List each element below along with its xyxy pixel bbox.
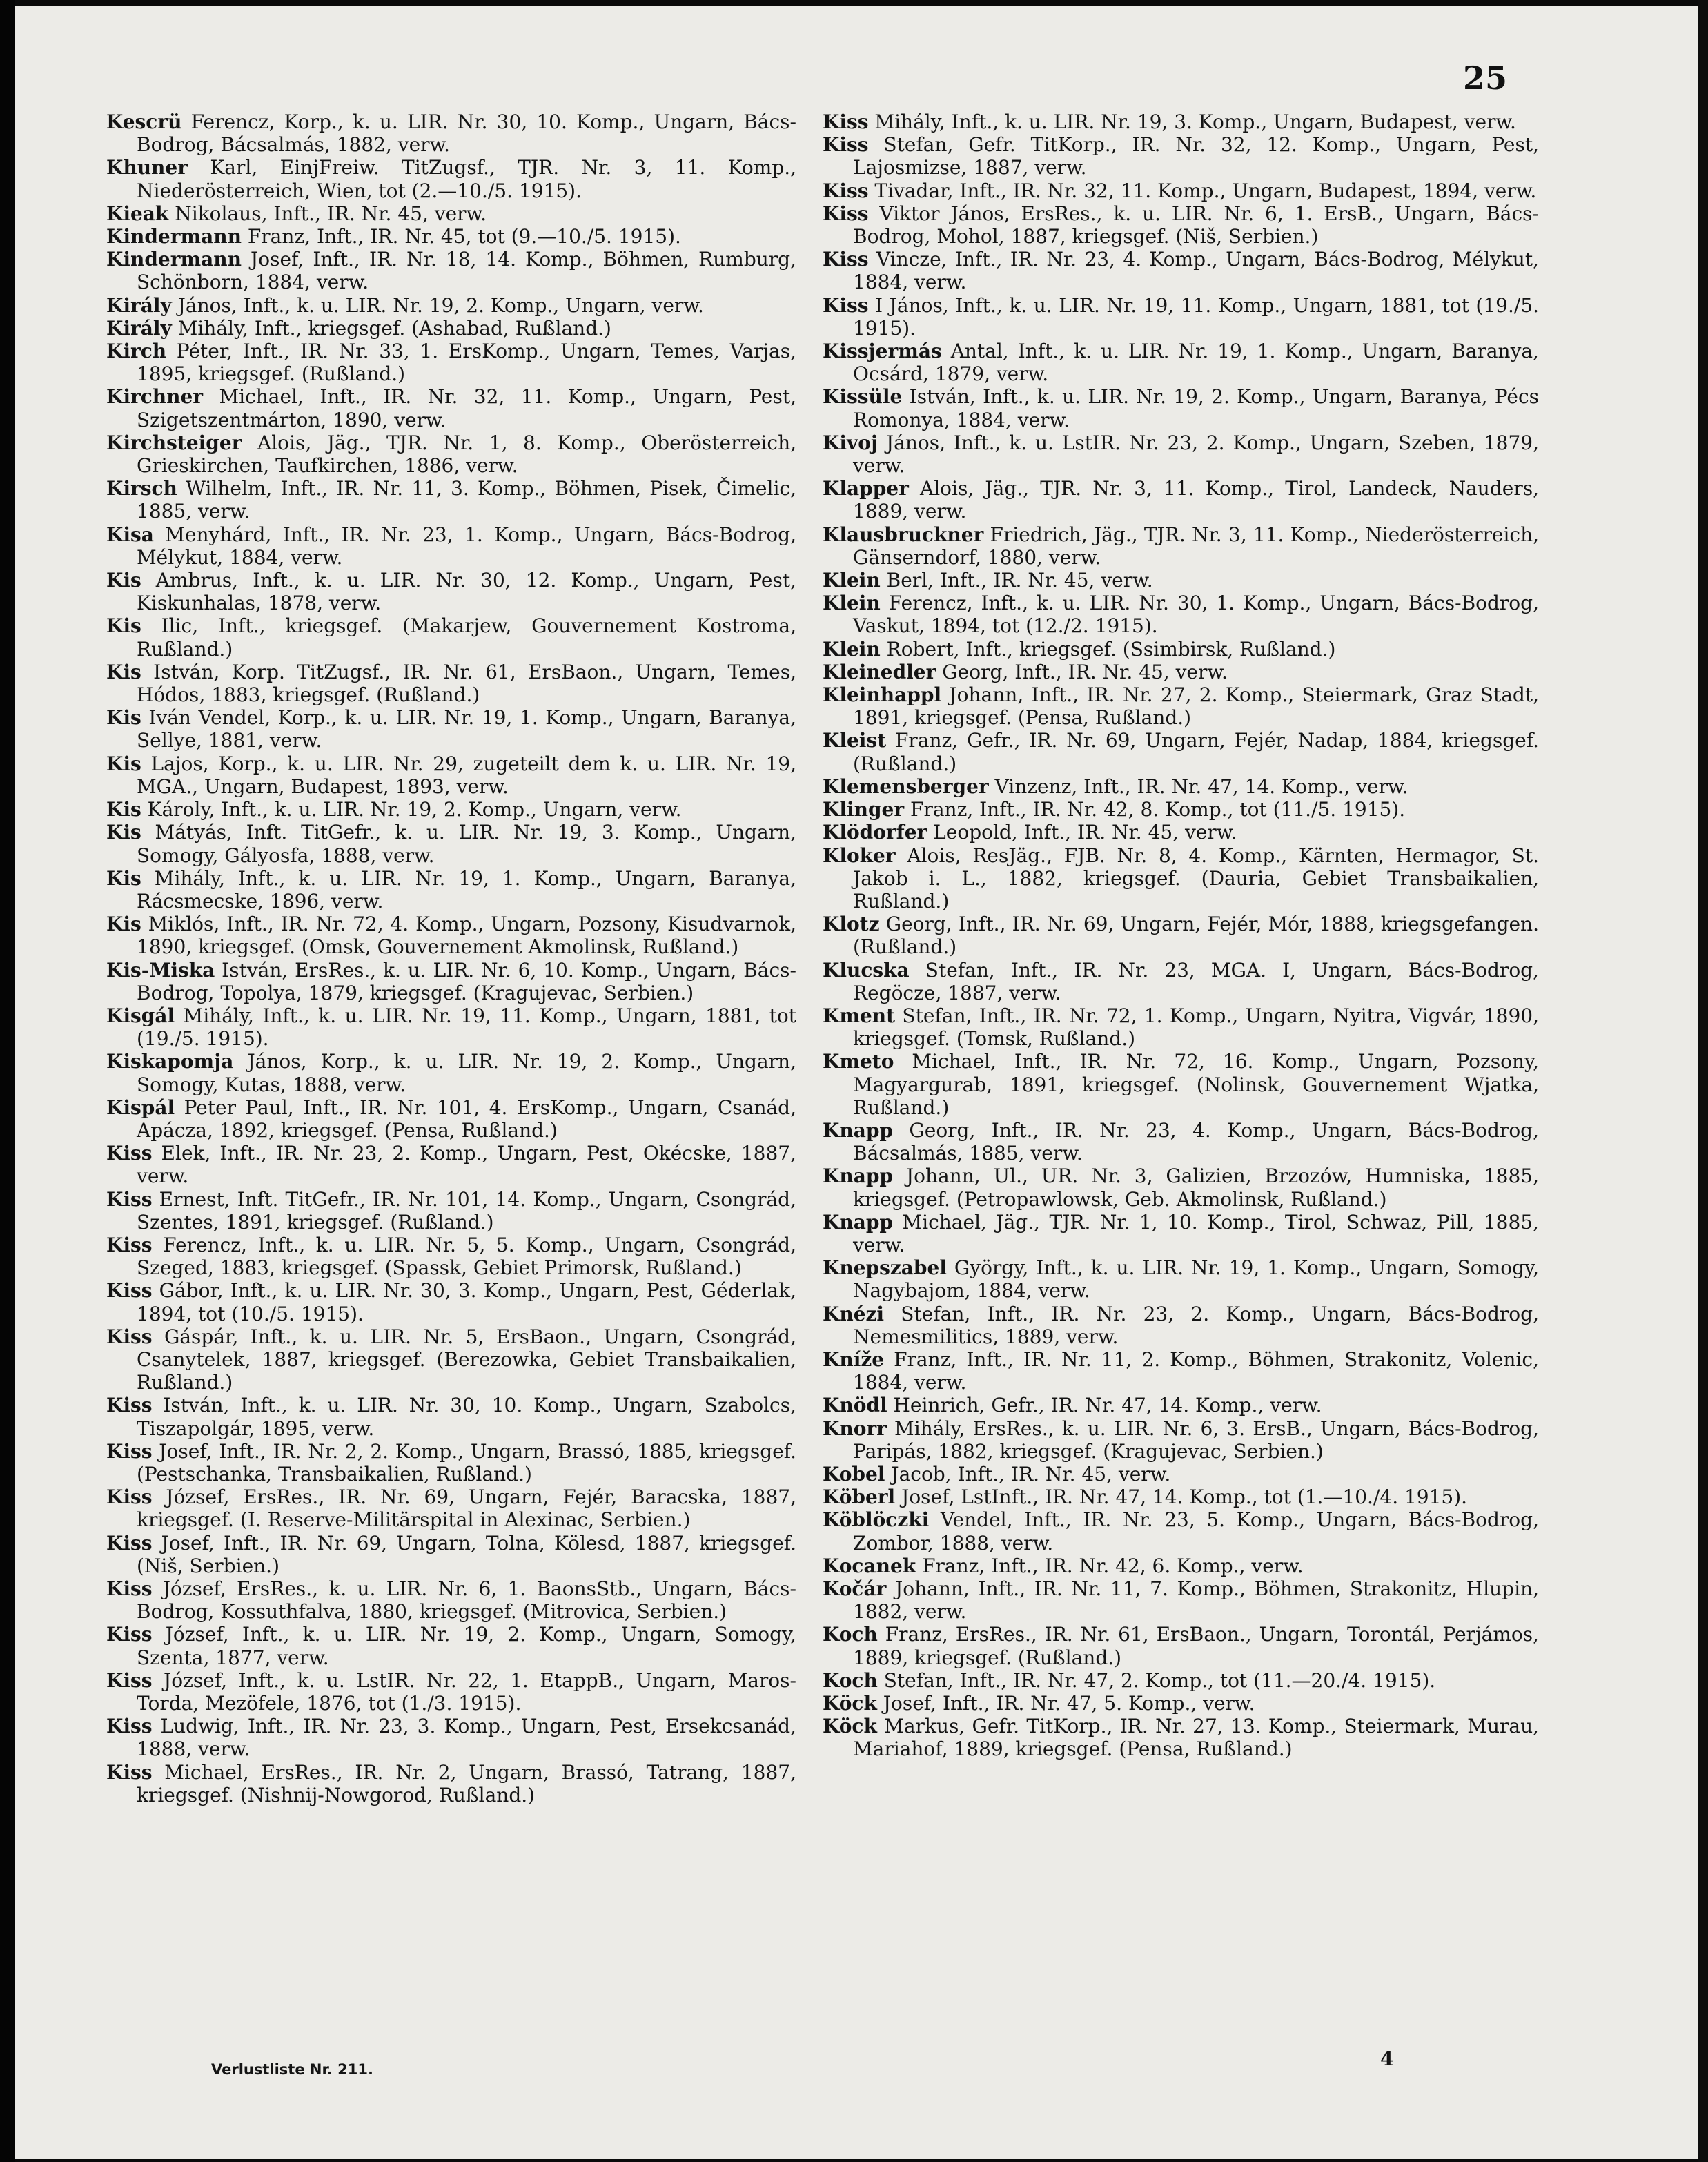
entry-surname: Kobel — [823, 1462, 885, 1486]
entry-surname: Király — [106, 293, 172, 317]
list-entry — [823, 1119, 1539, 1165]
entry-surname: Knapp — [823, 1118, 893, 1142]
entry-surname: Kis — [106, 821, 141, 844]
list-entry — [823, 1508, 1539, 1554]
list-entry — [823, 661, 1539, 683]
entry-surname: Kis — [106, 752, 141, 775]
scan-right-edge — [1698, 0, 1708, 2162]
entry-details: Franz, Inft., IR. Nr. 11, 2. Komp., Böhmen, Strakonitz, Volenic, 1884, verw. — [853, 1347, 1539, 1394]
entry-surname: Koch — [823, 1623, 878, 1646]
entry-details: Stefan, Gefr. TitKorp., IR. Nr. 32, 12. Komp., Ungarn, Pest, Lajosmizse, 1887, verw. — [853, 133, 1539, 179]
entry-surname: Klein — [823, 569, 881, 592]
entry-surname: Kis — [106, 706, 141, 730]
document-page — [15, 6, 1698, 2159]
entry-surname: Kiss — [106, 1760, 153, 1784]
entry-details: Heinrich, Gefr., IR. Nr. 47, 14. Komp., verw. — [887, 1394, 1322, 1417]
entry-surname: Kleinhappl — [823, 683, 942, 707]
entry-surname: Kirsch — [106, 477, 177, 500]
entry-details: Markus, Gefr. TitKorp., IR. Nr. 27, 13. Komp., Steiermark, Murau, Mariahof, 1889, kriegsgef. (Pensa, Rußland.) — [853, 1715, 1539, 1761]
entry-surname: Kiss — [823, 248, 869, 271]
entry-details: Károly, Inft., k. u. LIR. Nr. 19, 2. Komp., Ungarn, verw. — [141, 798, 682, 821]
entry-details: Lajos, Korp., k. u. LIR. Nr. 29, zugeteilt dem k. u. LIR. Nr. 19, MGA., Ungarn, Budapest, 1893, verw. — [137, 752, 796, 798]
entry-surname: Klucska — [823, 958, 910, 982]
entry-details: Johann, Ul., UR. Nr. 3, Galizien, Brzozów, Humniska, 1885, kriegsgef. (Petropawlowsk, Geb. Akmolinsk, Rußland.) — [853, 1165, 1539, 1211]
list-entry — [823, 638, 1539, 661]
entry-details: Friedrich, Jäg., TJR. Nr. 3, 11. Komp., Niederösterreich, Gänserndorf, 1880, verw. — [853, 523, 1539, 569]
entry-details: Stefan, Inft., IR. Nr. 72, 1. Komp., Ungarn, Nyitra, Vigvár, 1890, kriegsgef. (Tomsk, Rußland.) — [853, 1004, 1539, 1051]
entry-details: I János, Inft., k. u. LIR. Nr. 19, 11. Komp., Ungarn, 1881, tot (19./5. 1915). — [853, 293, 1539, 340]
entry-surname: Kivoj — [823, 431, 878, 454]
entry-details: József, Inft., k. u. LstIR. Nr. 22, 1. EtappB., Ungarn, Maros-Torda, Mezöfele, 1876, tot (1./3. 1915). — [137, 1668, 796, 1715]
entry-details: Georg, Inft., IR. Nr. 45, verw. — [936, 660, 1228, 683]
list-entry — [106, 523, 796, 569]
list-entry — [106, 202, 796, 225]
entry-details: Georg, Inft., IR. Nr. 23, 4. Komp., Ungarn, Bács-Bodrog, Bácsalmás, 1885, verw. — [853, 1118, 1539, 1165]
entry-details: Leopold, Inft., IR. Nr. 45, verw. — [927, 821, 1237, 844]
entry-surname: Knödl — [823, 1394, 887, 1417]
entry-surname: Kiss — [106, 1531, 153, 1555]
entry-details: Mihály, Inft., kriegsgef. (Ashabad, Rußland.) — [171, 316, 611, 340]
list-entry — [106, 340, 796, 385]
entry-details: Jacob, Inft., IR. Nr. 45, verw. — [885, 1462, 1171, 1486]
list-entry — [823, 1692, 1539, 1715]
list-entry — [823, 523, 1539, 569]
entry-surname: Kisgál — [106, 1004, 175, 1027]
list-entry — [823, 1348, 1539, 1394]
entry-surname: Kment — [823, 1004, 896, 1027]
entry-details: Stefan, Inft., IR. Nr. 23, MGA. I, Ungarn, Bács-Bodrog, Regöcze, 1887, verw. — [853, 958, 1539, 1004]
entry-details: Ilic, Inft., kriegsgef. (Makarjew, Gouvernement Kostroma, Rußland.) — [137, 614, 796, 661]
entry-details: József, ErsRes., IR. Nr. 69, Ungarn, Fejér, Baracska, 1887, kriegsgef. (I. Reserve-Militärspital in Alexinac, Serbien.) — [137, 1486, 796, 1532]
entry-details: Franz, ErsRes., IR. Nr. 61, ErsBaon., Ungarn, Torontál, Perjámos, 1889, kriegsgef. (Rußland.) — [853, 1623, 1539, 1669]
entry-surname: Kirchsteiger — [106, 431, 242, 454]
entry-details: Vendel, Inft., IR. Nr. 23, 5. Komp., Ungarn, Bács-Bodrog, Zombor, 1888, verw. — [853, 1508, 1539, 1555]
list-entry — [823, 775, 1539, 798]
entry-details: Franz, Inft., IR. Nr. 45, tot (9.—10./5. 1915). — [241, 225, 681, 249]
entry-details: Franz, Inft., IR. Nr. 42, 6. Komp., verw. — [916, 1554, 1304, 1577]
entry-surname: Kirchner — [106, 385, 204, 409]
entry-surname: Klapper — [823, 477, 909, 500]
entry-details: Mihály, Inft., k. u. LIR. Nr. 19, 1. Komp., Ungarn, Baranya, Rácsmecske, 1896, verw. — [137, 866, 796, 913]
list-entry — [823, 1004, 1539, 1050]
entry-surname: Király — [106, 316, 172, 340]
list-entry — [106, 798, 796, 821]
entry-details: Karl, EinjFreiw. TitZugsf., TJR. Nr. 3, 11. Komp., Niederösterreich, Wien, tot (2.—10./5. 1915). — [137, 156, 796, 202]
list-entry — [823, 385, 1539, 431]
entry-surname: Kiss — [106, 1233, 153, 1256]
entry-surname: Kiss — [106, 1394, 153, 1417]
list-entry — [106, 1234, 796, 1279]
entry-details: Iván Vendel, Korp., k. u. LIR. Nr. 19, 1. Komp., Ungarn, Baranya, Sellye, 1881, verw. — [137, 706, 796, 752]
entry-details: János, Korp., k. u. LIR. Nr. 19, 2. Komp., Ungarn, Somogy, Kutas, 1888, verw. — [137, 1050, 796, 1096]
entry-surname: Kiss — [823, 110, 869, 133]
entry-details: Ferencz, Inft., k. u. LIR. Nr. 5, 5. Komp., Ungarn, Csongrád, Szeged, 1883, kriegsgef. (Spassk, Gebiet Primorsk, Rußland.) — [137, 1233, 796, 1280]
entry-surname: Kiss — [823, 202, 869, 225]
entry-details: István, Inft., k. u. LIR. Nr. 30, 10. Komp., Ungarn, Szabolcs, Tiszapolgár, 1895, verw. — [137, 1394, 796, 1440]
entry-surname: Kescrü — [106, 110, 182, 133]
list-entry — [106, 614, 796, 660]
entry-details: Nikolaus, Inft., IR. Nr. 45, verw. — [168, 202, 487, 225]
list-entry — [106, 867, 796, 913]
entry-surname: Knézi — [823, 1302, 885, 1325]
entry-surname: Kiss — [106, 1187, 153, 1211]
list-entry — [106, 1486, 796, 1531]
list-entry — [823, 1577, 1539, 1623]
list-entry — [823, 179, 1539, 202]
entry-details: Ernest, Inft. TitGefr., IR. Nr. 101, 14. Komp., Ungarn, Csongrád, Szentes, 1891, kriegsgef. (Rußland.) — [137, 1187, 796, 1234]
entry-surname: Kiss — [106, 1623, 153, 1646]
entry-surname: Knapp — [823, 1210, 893, 1234]
list-entry — [106, 1188, 796, 1234]
entry-surname: Knepszabel — [823, 1256, 947, 1280]
entry-details: Elek, Inft., IR. Nr. 23, 2. Komp., Ungarn, Pest, Okécske, 1887, verw. — [137, 1142, 796, 1188]
list-entry — [823, 1394, 1539, 1416]
entry-surname: Kiss — [106, 1577, 153, 1600]
list-entry — [823, 1715, 1539, 1760]
entry-surname: Kloker — [823, 844, 896, 867]
list-entry — [823, 569, 1539, 592]
entry-details: Stefan, Inft., IR. Nr. 23, 2. Komp., Ungarn, Bács-Bodrog, Nemesmilitics, 1889, verw. — [853, 1302, 1539, 1348]
list-entry — [106, 477, 796, 523]
entry-surname: Kocanek — [823, 1554, 916, 1577]
entry-details: Viktor János, ErsRes., k. u. LIR. Nr. 6, 1. ErsB., Ungarn, Bács-Bodrog, Mohol, 1887, kriegsgef. (Niš, Serbien.) — [853, 202, 1539, 249]
entry-surname: Kirch — [106, 340, 167, 363]
list-entry — [823, 1211, 1539, 1256]
entry-details: Vincze, Inft., IR. Nr. 23, 4. Komp., Ungarn, Bács-Bodrog, Mélykut, 1884, verw. — [853, 248, 1539, 294]
list-entry — [106, 1004, 796, 1050]
entry-surname: Kiss — [106, 1715, 153, 1738]
entry-details: Ambrus, Inft., k. u. LIR. Nr. 30, 12. Komp., Ungarn, Pest, Kiskunhalas, 1878, verw. — [137, 569, 796, 615]
list-entry — [106, 1532, 796, 1577]
entry-details: Josef, Inft., IR. Nr. 47, 5. Komp., verw. — [876, 1692, 1255, 1715]
entry-details: Josef, Inft., IR. Nr. 18, 14. Komp., Böhmen, Rumburg, Schönborn, 1884, verw. — [137, 248, 796, 294]
list-entry — [106, 1669, 796, 1715]
entry-details: Franz, Gefr., IR. Nr. 69, Ungarn, Fejér, Nadap, 1884, kriegsgef. (Rußland.) — [853, 729, 1539, 775]
entry-details: János, Inft., k. u. LstIR. Nr. 23, 2. Komp., Ungarn, Szeben, 1879, verw. — [853, 431, 1539, 478]
list-entry — [823, 844, 1539, 913]
entry-details: Miklós, Inft., IR. Nr. 72, 4. Komp., Ungarn, Pozsony, Kisudvarnok, 1890, kriegsgef. (Omsk, Gouvernement Akmolinsk, Rußland.) — [137, 913, 796, 959]
entry-details: Alois, ResJäg., FJB. Nr. 8, 4. Komp., Kärnten, Hermagor, St. Jakob i. L., 1882, kriegsgef. (Dauria, Gebiet Transbaikalien, Rußland.) — [853, 844, 1539, 913]
list-entry — [106, 294, 796, 317]
list-entry — [106, 913, 796, 958]
entry-surname: Klemensberger — [823, 775, 989, 798]
entry-surname: Klödorfer — [823, 821, 927, 844]
list-entry — [823, 821, 1539, 844]
entry-details: Michael, ErsRes., IR. Nr. 2, Ungarn, Brassó, Tatrang, 1887, kriegsgef. (Nishnij-Nowgorod, Rußland.) — [137, 1760, 796, 1806]
list-entry — [106, 959, 796, 1004]
entry-surname: Kis — [106, 798, 141, 821]
entry-surname: Koch — [823, 1668, 878, 1692]
entry-surname: Kiss — [106, 1142, 153, 1165]
list-entry — [106, 752, 796, 798]
entry-details: Michael, Inft., IR. Nr. 32, 11. Komp., Ungarn, Pest, Szigetszentmárton, 1890, verw. — [137, 385, 796, 431]
entry-surname: Kieak — [106, 202, 169, 225]
list-entry — [823, 913, 1539, 958]
entry-surname: Köblöczki — [823, 1508, 930, 1532]
list-entry — [106, 225, 796, 248]
list-entry — [823, 1050, 1539, 1119]
entry-details: József, Inft., k. u. LIR. Nr. 19, 2. Komp., Ungarn, Somogy, Szenta, 1877, verw. — [137, 1623, 796, 1669]
entry-details: Menyhárd, Inft., IR. Nr. 23, 1. Komp., Ungarn, Bács-Bodrog, Mélykut, 1884, verw. — [137, 523, 796, 569]
list-entry — [823, 1623, 1539, 1668]
list-entry — [106, 1050, 796, 1095]
list-entry — [106, 661, 796, 706]
entry-details: Péter, Inft., IR. Nr. 33, 1. ErsKomp., Ungarn, Temes, Varjas, 1895, kriegsgef. (Rußland.) — [137, 340, 796, 386]
list-entry — [823, 477, 1539, 523]
list-entry — [823, 1463, 1539, 1486]
entry-details: Alois, Jäg., TJR. Nr. 3, 11. Komp., Tirol, Landeck, Nauders, 1889, verw. — [853, 477, 1539, 523]
entry-surname: Kis — [106, 660, 141, 683]
list-entry — [106, 1577, 796, 1623]
scan-left-edge — [0, 0, 15, 2162]
entry-surname: Kiss — [106, 1325, 153, 1348]
list-entry — [823, 202, 1539, 248]
entry-details: Josef, LstInft., IR. Nr. 47, 14. Komp., tot (1.—10./4. 1915). — [895, 1486, 1468, 1509]
list-entry — [106, 1142, 796, 1187]
entry-details: János, Inft., k. u. LIR. Nr. 19, 2. Komp., Ungarn, verw. — [171, 293, 704, 317]
list-entry — [823, 683, 1539, 729]
list-entry — [823, 1486, 1539, 1508]
list-entry — [823, 340, 1539, 385]
entry-surname: Kis — [106, 866, 141, 890]
entry-surname: Kiss — [106, 1486, 153, 1509]
entry-surname: Köberl — [823, 1486, 896, 1509]
list-entry — [106, 569, 796, 614]
list-entry — [106, 1440, 796, 1486]
entry-details: István, Inft., k. u. LIR. Nr. 19, 2. Komp., Ungarn, Baranya, Pécs Romonya, 1884, verw. — [853, 385, 1539, 431]
list-entry — [823, 1669, 1539, 1692]
entry-surname: Kis — [106, 913, 141, 936]
entry-details: Alois, Jäg., TJR. Nr. 1, 8. Komp., Oberösterreich, Grieskirchen, Taufkirchen, 1886, verw. — [137, 431, 796, 478]
entry-surname: Kis — [106, 614, 141, 638]
list-entry — [823, 1417, 1539, 1463]
entry-details: Josef, Inft., IR. Nr. 2, 2. Komp., Ungarn, Brassó, 1885, kriegsgef. (Pestschanka, Transbaikalien, Rußland.) — [137, 1439, 796, 1486]
list-entry — [823, 729, 1539, 775]
entry-surname: Klotz — [823, 913, 880, 936]
entry-details: Georg, Inft., IR. Nr. 69, Ungarn, Fejér, Mór, 1888, kriegsgefangen. (Rußland.) — [853, 913, 1539, 959]
entry-details: Michael, Inft., IR. Nr. 72, 16. Komp., Ungarn, Pozsony, Magyargurab, 1891, kriegsgef. (Nolinsk, Gouvernement Wjatka, Rußland.) — [853, 1050, 1539, 1119]
entry-surname: Kis-Miska — [106, 958, 215, 982]
entry-surname: Kleist — [823, 729, 887, 752]
list-entry — [823, 592, 1539, 637]
entry-surname: Kočár — [823, 1577, 887, 1600]
footer-list-label: Verlustliste Nr. 211. — [211, 2061, 373, 2078]
list-entry — [106, 248, 796, 293]
entry-details: Stefan, Inft., IR. Nr. 47, 2. Komp., tot (11.—20./4. 1915). — [877, 1668, 1436, 1692]
list-entry — [823, 248, 1539, 293]
entry-surname: Kindermann — [106, 225, 242, 249]
entry-details: Mátyás, Inft. TitGefr., k. u. LIR. Nr. 19, 3. Komp., Ungarn, Somogy, Gályosfa, 1888, verw. — [137, 821, 796, 867]
entry-details: Gábor, Inft., k. u. LIR. Nr. 30, 3. Komp., Ungarn, Pest, Géderlak, 1894, tot (10./5. 1915). — [137, 1279, 796, 1325]
entry-details: Mihály, Inft., k. u. LIR. Nr. 19, 3. Komp., Ungarn, Budapest, verw. — [868, 110, 1516, 133]
list-entry — [106, 431, 796, 477]
entry-surname: Kmeto — [823, 1050, 894, 1073]
list-entry — [823, 1256, 1539, 1302]
entry-details: Antal, Inft., k. u. LIR. Nr. 19, 1. Komp., Ungarn, Baranya, Ocsárd, 1879, verw. — [853, 340, 1539, 386]
entry-details: Robert, Inft., kriegsgef. (Ssimbirsk, Rußland.) — [880, 637, 1336, 661]
entry-details: József, ErsRes., k. u. LIR. Nr. 6, 1. BaonsStb., Ungarn, Bács-Bodrog, Kossuthfalva, 1880, kriegsgef. (Mitrovica, Serbien.) — [137, 1577, 796, 1624]
entry-details: Gáspár, Inft., k. u. LIR. Nr. 5, ErsBaon., Ungarn, Csongrád, Csanytelek, 1887, kriegsgef. (Berezowka, Gebiet Transbaikalien, Rußland.) — [137, 1325, 796, 1394]
list-entry — [106, 1715, 796, 1760]
entry-surname: Kleinedler — [823, 660, 936, 683]
entry-surname: Kiss — [823, 133, 869, 157]
entry-surname: Köck — [823, 1692, 877, 1715]
list-entry — [106, 1096, 796, 1142]
list-entry — [106, 706, 796, 752]
entry-surname: Kissjermás — [823, 340, 942, 363]
entry-surname: Klein — [823, 592, 881, 615]
list-entry — [106, 385, 796, 431]
right-column — [823, 110, 1539, 1761]
list-entry — [823, 798, 1539, 821]
list-entry — [823, 959, 1539, 1004]
entry-surname: Khuner — [106, 156, 188, 179]
list-entry — [106, 1325, 796, 1394]
entry-details: Tivadar, Inft., IR. Nr. 32, 11. Komp., Ungarn, Budapest, 1894, verw. — [868, 179, 1537, 202]
entry-surname: Kiss — [106, 1279, 153, 1303]
entry-details: Ferencz, Inft., k. u. LIR. Nr. 30, 1. Komp., Ungarn, Bács-Bodrog, Vaskut, 1894, tot (12./2. 1915). — [853, 592, 1539, 638]
entry-details: Ferencz, Korp., k. u. LIR. Nr. 30, 10. Komp., Ungarn, Bács-Bodrog, Bácsalmás, 1882, verw. — [137, 110, 796, 157]
entry-surname: Klausbruckner — [823, 523, 984, 546]
list-entry — [106, 1279, 796, 1325]
list-entry — [106, 110, 796, 156]
list-entry — [106, 156, 796, 202]
entry-surname: Kisa — [106, 523, 154, 546]
entry-details: Ludwig, Inft., IR. Nr. 23, 3. Komp., Ungarn, Pest, Ersekcsanád, 1888, verw. — [137, 1715, 796, 1761]
footer-sheet-mark: 4 — [1380, 2047, 1394, 2070]
list-entry — [823, 1303, 1539, 1348]
entry-details: Mihály, Inft., k. u. LIR. Nr. 19, 11. Komp., Ungarn, 1881, tot (19./5. 1915). — [137, 1004, 796, 1051]
entry-details: Peter Paul, Inft., IR. Nr. 101, 4. ErsKomp., Ungarn, Csanád, Apácza, 1892, kriegsgef. (Pensa, Rußland.) — [137, 1095, 796, 1142]
entry-details: Josef, Inft., IR. Nr. 69, Ungarn, Tolna, Kölesd, 1887, kriegsgef. (Niš, Serbien.) — [137, 1531, 796, 1577]
list-entry — [106, 1761, 796, 1806]
entry-details: Wilhelm, Inft., IR. Nr. 11, 3. Komp., Böhmen, Pisek, Čimelic, 1885, verw. — [137, 477, 796, 523]
list-entry — [823, 133, 1539, 179]
list-entry — [823, 1555, 1539, 1577]
page-number: 25 — [1463, 59, 1508, 97]
entry-surname: Kiss — [823, 293, 869, 317]
entry-details: Franz, Inft., IR. Nr. 42, 8. Komp., tot (11./5. 1915). — [904, 798, 1406, 821]
entry-details: György, Inft., k. u. LIR. Nr. 19, 1. Komp., Ungarn, Somogy, Nagybajom, 1884, verw. — [853, 1256, 1539, 1303]
entry-surname: Köck — [823, 1715, 877, 1738]
entry-details: Johann, Inft., IR. Nr. 27, 2. Komp., Steiermark, Graz Stadt, 1891, kriegsgef. (Pensa, Rußland.) — [853, 683, 1539, 730]
list-entry — [106, 821, 796, 866]
entry-details: Vinzenz, Inft., IR. Nr. 47, 14. Komp., verw. — [988, 775, 1408, 798]
entry-surname: Kindermann — [106, 248, 242, 271]
entry-surname: Kiss — [106, 1668, 153, 1692]
entry-details: Mihály, ErsRes., k. u. LIR. Nr. 6, 3. ErsB., Ungarn, Bács-Bodrog, Paripás, 1882, kriegsgef. (Kragujevac, Serbien.) — [853, 1416, 1539, 1463]
entry-surname: Klein — [823, 637, 881, 661]
list-entry — [106, 1623, 796, 1668]
entry-surname: Kiss — [106, 1439, 153, 1463]
entry-surname: Kiss — [823, 179, 869, 202]
entry-details: István, Korp. TitZugsf., IR. Nr. 61, ErsBaon., Ungarn, Temes, Hódos, 1883, kriegsgef. (Rußland.) — [137, 660, 796, 707]
entry-surname: Kissüle — [823, 385, 903, 409]
list-entry — [106, 317, 796, 340]
entry-surname: Knapp — [823, 1165, 893, 1188]
entry-details: Berl, Inft., IR. Nr. 45, verw. — [880, 569, 1153, 592]
entry-surname: Klinger — [823, 798, 905, 821]
entry-details: Johann, Inft., IR. Nr. 11, 7. Komp., Böhmen, Strakonitz, Hlupin, 1882, verw. — [853, 1577, 1539, 1624]
list-entry — [823, 110, 1539, 133]
entry-surname: Kiskapomja — [106, 1050, 234, 1073]
list-entry — [106, 1394, 796, 1439]
list-entry — [823, 1165, 1539, 1210]
entry-details: Michael, Jäg., TJR. Nr. 1, 10. Komp., Tirol, Schwaz, Pill, 1885, verw. — [853, 1210, 1539, 1256]
entry-surname: Kníže — [823, 1347, 885, 1371]
entry-surname: Kis — [106, 569, 141, 592]
list-entry — [823, 294, 1539, 340]
list-entry — [823, 431, 1539, 477]
entry-surname: Kispál — [106, 1095, 175, 1119]
entry-surname: Knorr — [823, 1416, 887, 1440]
left-column — [106, 110, 796, 1806]
entry-details: István, ErsRes., k. u. LIR. Nr. 6, 10. Komp., Ungarn, Bács-Bodrog, Topolya, 1879, kriegsgef. (Kragujevac, Serbien.) — [137, 958, 796, 1004]
